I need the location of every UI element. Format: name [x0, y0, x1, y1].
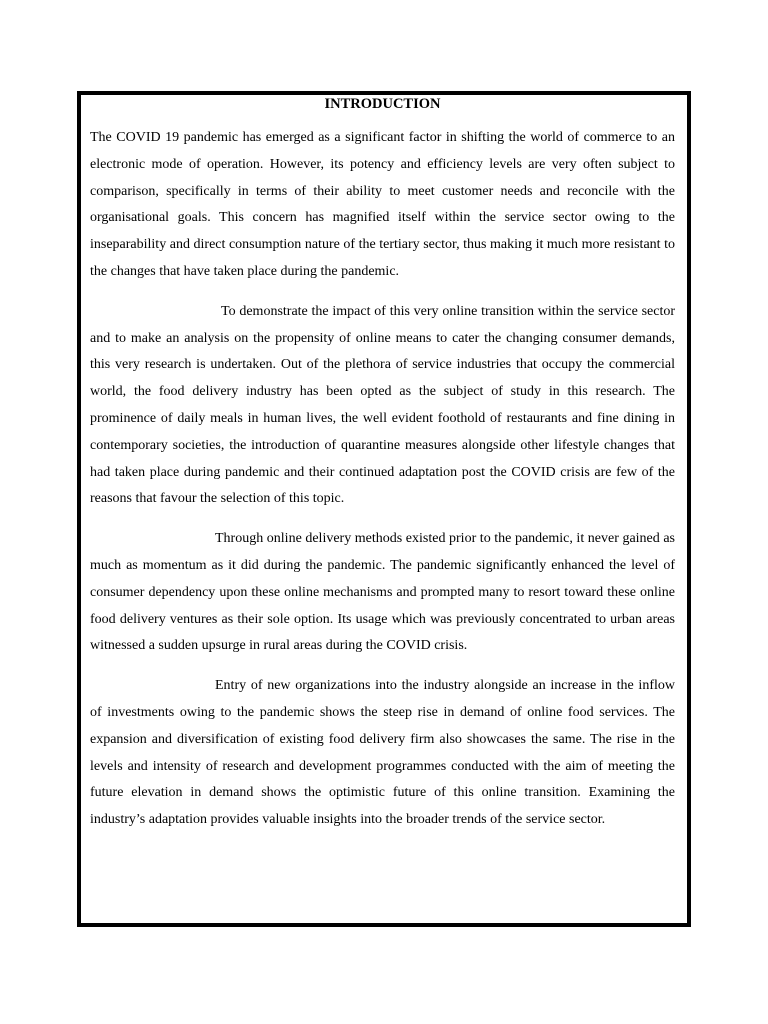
- paragraph-4: Entry of new organizations into the industry alongside an increase in the inflow of investments owing to the pandemic shows the steep rise in demand of online food services. The expansion and diversification of existing food delivery firm also showcases the same. The rise in the levels and intensity of research and development programmes conducted with the aim of meeting the future elevation in demand shows the optimistic future of this online transition. Examining the industry’s adaptation provides valuable insights into the broader trends of the service sector.: [90, 678, 675, 828]
- paragraph-3: Through online delivery methods existed prior to the pandemic, it never gained as much as momentum as it did during the pandemic. The pandemic significantly enhanced the level of consumer dependency upon these online mechanisms and prompted many to resort toward these online food delivery ventures as their sole option. Its usage which was previously concentrated to urban areas witnessed a sudden upsurge in rural areas during the COVID crisis.: [90, 531, 675, 654]
- paragraph-2: To demonstrate the impact of this very online transition within the service sector and to make an analysis on the propensity of online means to cater the changing consumer demands, this very research is undertaken. Out of the plethora of service industries that occupy the commercial world, the food delivery industry has been opted as the subject of study in this research. The prominence of daily meals in human lives, the well evident foothold of restaurants and fine dining in contemporary societies, the introduction of quarantine measures alongside other lifestyle changes that had taken place during pandemic and their continued adaptation post the COVID crisis are few of the reasons that favour the selection of this topic.: [90, 303, 675, 507]
- paragraph-1: The COVID 19 pandemic has emerged as a significant factor in shifting the world of commerce to an electronic mode of operation. However, its potency and efficiency levels are very often subject to comparison, specifically in terms of their ability to meet customer needs and reconcile with the organisational goals. This concern has magnified itself within the service sector owing to the inseparability and direct consumption nature of the tertiary sector, thus making it much more resistant to the changes that have taken place during the pandemic.: [90, 130, 675, 279]
- document-body: [90, 94, 675, 834]
- document-title: INTRODUCTION: [324, 96, 441, 112]
